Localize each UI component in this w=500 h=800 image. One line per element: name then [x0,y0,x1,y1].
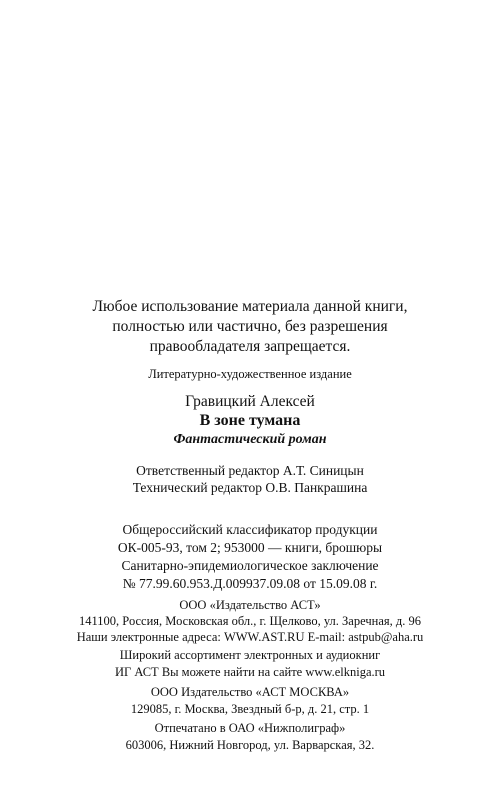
editor-line: Технический редактор О.В. Панкрашина [132,480,368,495]
subtitle-text: Фантастический роман [173,432,327,447]
publisher-line: 141100, Россия, Московская обл., г. Щелково, ул. Заречная, д. 96 [79,614,421,628]
assortment-line: Широкий ассортимент электронных и аудиокниг [119,648,381,662]
copyright-line: Любое использование материала данной книги, [92,298,408,315]
publisher-line: Наши электронные адреса: WWW.AST.RU E-mail: astpub@aha.ru [76,630,424,644]
copyright-line: полностью или частично, без разрешения [112,318,388,335]
publisher-line: ООО «Издательство АСТ» [179,598,321,612]
printer-line: 603006, Нижний Новгород, ул. Варварская, 32. [125,738,375,752]
book-title [0,412,500,429]
printer-line: Отпечатано в ОАО «Нижполиграф» [154,721,346,735]
classifier-line: ОК-005-93, том 2; 953000 — книги, брошюры [117,540,383,555]
editor-line: Ответственный редактор А.Т. Синицын [136,463,364,478]
editors-credits [0,462,500,496]
ebook-assortment-note [0,647,500,681]
genre-text: Литературно-художественное издание [148,367,352,381]
publisher-info [0,597,500,645]
genre-label [0,366,500,383]
sanitary-certificate [0,557,500,593]
printer-info [0,720,500,754]
title-text: В зоне тумана [199,412,301,429]
sanitary-line: № 77.99.60.953.Д.009937.09.08 от 15.09.08 г. [122,576,378,591]
moscow-publisher-line: ООО Издательство «АСТ МОСКВА» [150,685,350,699]
classifier-line: Общероссийский классификатор продукции [122,522,378,537]
product-classifier [0,521,500,557]
moscow-publisher-info [0,684,500,718]
assortment-line: ИГ АСТ Вы можете найти на сайте www.elkniga.ru [114,665,386,679]
copyright-notice [0,297,500,357]
author-name [0,393,500,410]
copyright-line: правообладателя запрещается. [149,338,351,355]
moscow-publisher-line: 129085, г. Москва, Звездный б-р, д. 21, стр. 1 [130,702,370,716]
author-text: Гравицкий Алексей [185,393,315,410]
sanitary-line: Санитарно-эпидемиологическое заключение [121,558,379,573]
book-subtitle [0,431,500,448]
